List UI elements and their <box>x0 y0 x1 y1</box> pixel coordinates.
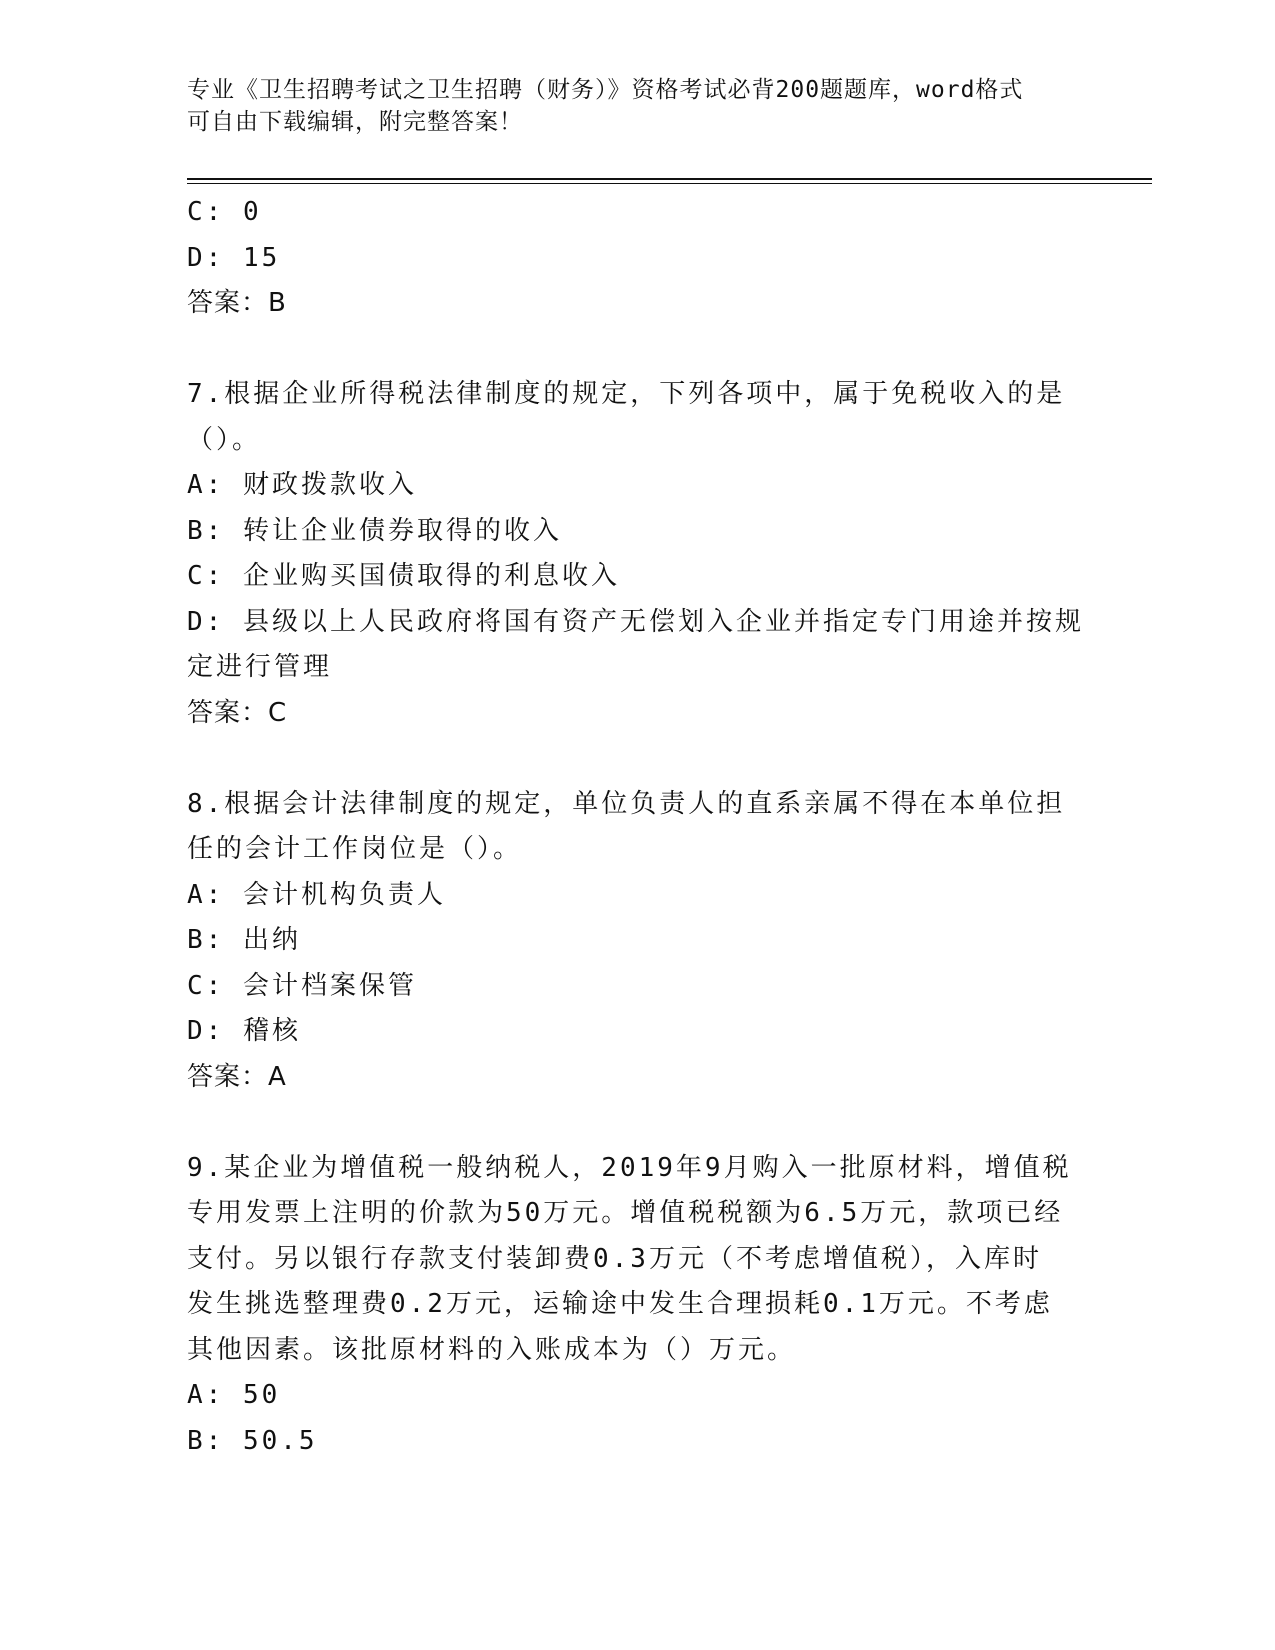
q7-stem-line-2: （）。 <box>187 424 262 455</box>
spacer <box>187 736 1087 782</box>
question-6-tail <box>187 190 1087 327</box>
q7-option-d-line-1: D: 县级以上人民政府将国有资产无偿划入企业并指定专门用途并按规 <box>187 606 1084 637</box>
q7-option-c: C: 企业购买国债取得的利息收入 <box>187 561 620 591</box>
q8-stem-line-2: 任的会计工作岗位是（）。 <box>187 834 523 864</box>
q8-option-c: C: 会计档案保管 <box>187 970 417 1001</box>
spacer <box>187 327 1087 373</box>
q9-option-b: B: 50.5 <box>187 1425 318 1456</box>
q7-stem-line-1: 7.根据企业所得税法律制度的规定，下列各项中，属于免税收入的是 <box>187 379 1066 409</box>
header-divider-thin <box>187 183 1152 184</box>
q9-stem-line-3: 支付。另以银行存款支付装卸费0.3万元（不考虑增值税），入库时 <box>187 1243 1042 1274</box>
q9-stem-line-2: 专用发票上注明的价款为50万元。增值税税额为6.5万元，款项已经 <box>187 1198 1064 1228</box>
q7-answer: 答案：C <box>187 697 288 728</box>
q8-answer: 答案：A <box>187 1061 287 1092</box>
q8-option-b: B: 出纳 <box>187 925 301 955</box>
q6-option-c: C: 0 <box>187 197 262 227</box>
q6-option-d: D: 15 <box>187 242 281 273</box>
question-9 <box>187 1146 1087 1465</box>
q9-option-a: A: 50 <box>187 1380 281 1410</box>
question-8 <box>187 782 1087 1101</box>
q7-option-d-line-2: 定进行管理 <box>187 652 333 682</box>
header-line-2: 可自由下载编辑，附完整答案！ <box>187 109 523 135</box>
document-header <box>187 74 1067 138</box>
spacer <box>187 1100 1087 1146</box>
q6-answer: 答案：B <box>187 288 287 318</box>
q9-stem-line-4: 发生挑选整理费0.2万元，运输途中发生合理损耗0.1万元。不考虑 <box>187 1289 1053 1319</box>
q9-stem-line-1: 9.某企业为增值税一般纳税人，2019年9月购入一批原材料，增值税 <box>187 1152 1072 1183</box>
header-line-1: 专业《卫生招聘考试之卫生招聘（财务）》资格考试必背200题题库，word格式 <box>187 77 1024 103</box>
q9-stem-line-5: 其他因素。该批原材料的入账成本为（）万元。 <box>187 1334 797 1365</box>
q8-option-a: A: 会计机构负责人 <box>187 879 446 910</box>
question-list <box>187 190 1087 1464</box>
question-7 <box>187 372 1087 736</box>
q7-option-b: B: 转让企业债券取得的收入 <box>187 515 562 546</box>
q7-option-a: A: 财政拨款收入 <box>187 470 417 500</box>
header-divider-thick <box>187 178 1152 180</box>
q8-option-d: D: 稽核 <box>187 1016 301 1046</box>
q8-stem-line-1: 8.根据会计法律制度的规定，单位负责人的直系亲属不得在本单位担 <box>187 788 1066 819</box>
